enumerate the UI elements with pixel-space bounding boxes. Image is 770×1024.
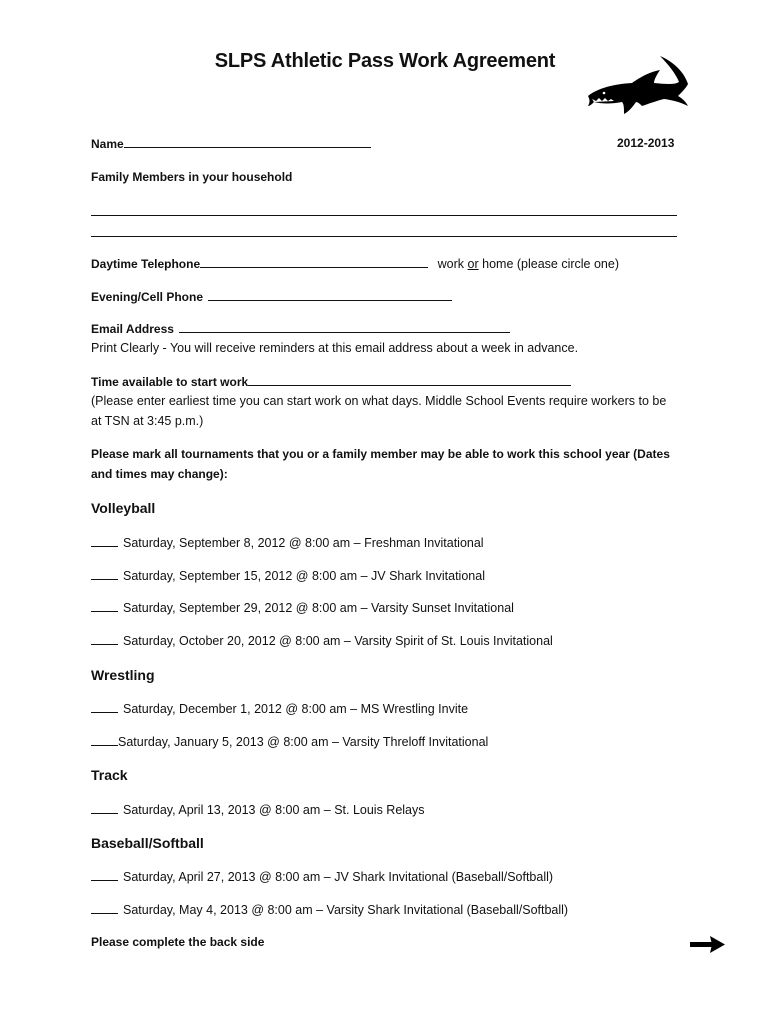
daytime-telephone-label: Daytime Telephone	[91, 257, 201, 271]
phone-option-work[interactable]: work	[437, 257, 465, 271]
option-label: Saturday, September 15, 2012 @ 8:00 am – JV Shark Invitational	[123, 569, 485, 583]
checkbox-blank[interactable]	[91, 802, 118, 814]
shark-logo-icon	[584, 52, 694, 118]
email-blank[interactable]	[179, 321, 510, 333]
evening-phone-field[interactable]	[91, 289, 452, 304]
evening-phone-label: Evening/Cell Phone	[91, 290, 204, 304]
right-arrow-icon	[690, 935, 726, 955]
section-title-track: Track	[91, 767, 128, 783]
volleyball-option-4[interactable]	[91, 633, 553, 648]
checkbox-blank[interactable]	[91, 600, 118, 612]
option-label: Saturday, April 13, 2013 @ 8:00 am – St. Louis Relays	[123, 803, 425, 817]
time-note-line-2: at TSN at 3:45 p.m.)	[91, 414, 204, 428]
track-option-1[interactable]	[91, 802, 425, 817]
instructions-line-1: Please mark all tournaments that you or a family member may be able to work this school year (Dates	[91, 447, 670, 461]
time-available-blank[interactable]	[248, 374, 571, 386]
volleyball-option-1[interactable]	[91, 535, 484, 550]
checkbox-blank[interactable]	[91, 869, 118, 881]
baseball-option-2[interactable]	[91, 902, 568, 917]
name-blank[interactable]	[124, 136, 371, 148]
instructions-line-2: and times may change):	[91, 467, 228, 481]
volleyball-option-2[interactable]	[91, 568, 485, 583]
family-members-line-1[interactable]	[91, 215, 677, 216]
option-label: Saturday, January 5, 2013 @ 8:00 am – Varsity Threloff Invitational	[118, 735, 489, 749]
evening-phone-blank[interactable]	[208, 289, 452, 301]
family-members-line-2[interactable]	[91, 236, 677, 237]
option-label: Saturday, December 1, 2012 @ 8:00 am – MS Wrestling Invite	[123, 702, 469, 716]
volleyball-option-3[interactable]	[91, 600, 514, 615]
time-note-line-1: (Please enter earliest time you can start work on what days. Middle School Events require workers to be	[91, 394, 667, 408]
name-label: Name	[91, 137, 124, 151]
daytime-telephone-blank[interactable]	[200, 256, 428, 268]
section-title-wrestling: Wrestling	[91, 667, 155, 683]
phone-option-home[interactable]: home (please circle one)	[482, 257, 619, 271]
wrestling-option-2[interactable]	[91, 734, 488, 749]
section-title-volleyball: Volleyball	[91, 500, 156, 516]
daytime-telephone-field[interactable]	[91, 256, 619, 271]
complete-back-side-note: Please complete the back side	[91, 935, 265, 949]
checkbox-blank[interactable]	[91, 701, 118, 713]
checkbox-blank[interactable]	[91, 568, 118, 580]
name-field[interactable]	[91, 136, 371, 151]
option-label: Saturday, April 27, 2013 @ 8:00 am – JV Shark Invitational (Baseball/Softball)	[123, 870, 554, 884]
email-note: Print Clearly - You will receive reminders at this email address about a week in advance.	[91, 341, 579, 355]
family-members-label: Family Members in your household	[91, 170, 293, 184]
time-available-label: Time available to start work	[91, 375, 249, 389]
option-label: Saturday, September 8, 2012 @ 8:00 am – Freshman Invitational	[123, 536, 484, 550]
option-label: Saturday, September 29, 2012 @ 8:00 am – Varsity Sunset Invitational	[123, 601, 514, 615]
section-title-baseball-softball: Baseball/Softball	[91, 835, 204, 851]
checkbox-blank[interactable]	[91, 734, 118, 746]
email-field[interactable]	[91, 321, 510, 336]
checkbox-blank[interactable]	[91, 902, 118, 914]
checkbox-blank[interactable]	[91, 535, 118, 547]
option-label: Saturday, October 20, 2012 @ 8:00 am – Varsity Spirit of St. Louis Invitational	[123, 634, 553, 648]
email-label: Email Address	[91, 322, 174, 336]
phone-option-or: or	[467, 257, 479, 271]
checkbox-blank[interactable]	[91, 633, 118, 645]
page-title: SLPS Athletic Pass Work Agreement	[214, 50, 556, 72]
school-year: 2012-2013	[617, 136, 675, 150]
baseball-option-1[interactable]	[91, 869, 553, 884]
time-available-field[interactable]	[91, 374, 571, 389]
wrestling-option-1[interactable]	[91, 701, 468, 716]
option-label: Saturday, May 4, 2013 @ 8:00 am – Varsity Shark Invitational (Baseball/Softball)	[123, 903, 569, 917]
